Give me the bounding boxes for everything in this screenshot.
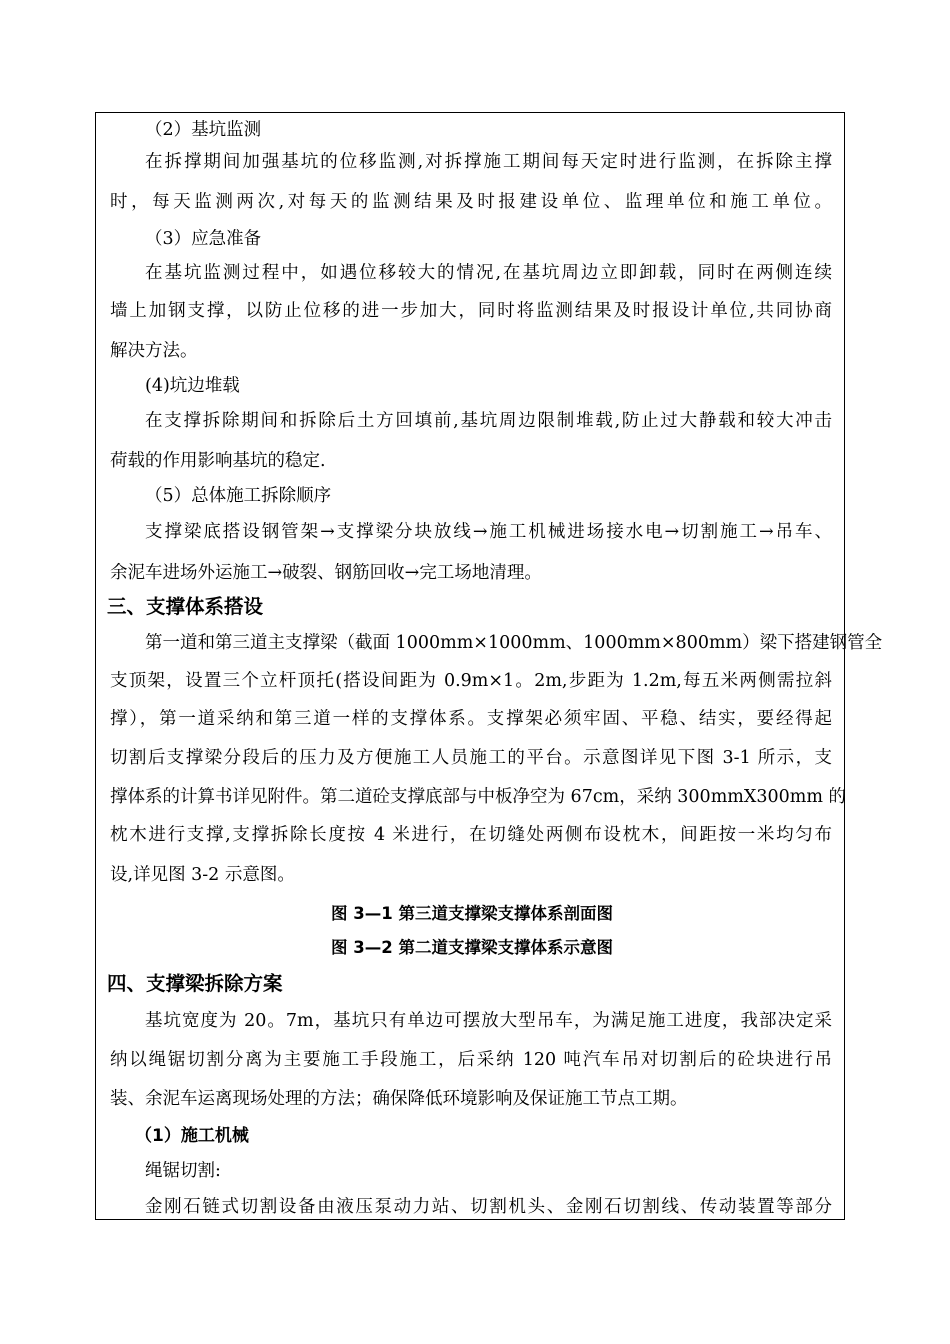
h3-para-line: 撑体系的计算书详见附件。第二道砼支撑底部与中板净空为 67cm，采纳 300mmX300mm 的: [110, 787, 846, 807]
s4-heading: (4)坑边堆载: [145, 376, 240, 396]
subheading-machinery: （1）施工机械: [135, 1126, 249, 1146]
figure-caption-3-1: 图 3—1 第三道支撑梁支撑体系剖面图: [331, 904, 613, 923]
s3-para-line: 在基坑监测过程中，如遇位移较大的情况,在基坑周边立即卸载，同时在两侧连续: [145, 263, 832, 283]
h3-para-line: 枕木进行支撑,支撑拆除长度按 4 米进行，在切缝处两侧布设枕木，间距按一米均匀布: [110, 825, 832, 845]
s2-heading: （2）基坑监测: [145, 120, 262, 140]
h4-para-line: 装、余泥车运离现场处理的方法；确保降低环境影响及保证施工节点工期。: [110, 1089, 688, 1109]
h3-para-line: 切割后支撑梁分段后的压力及方便施工人员施工的平台。示意图详见下图 3-1 所示，支: [110, 748, 832, 768]
s2-para-line: 时，每天监测两次,对每天的监测结果及时报建设单位、监理单位和施工单位。: [110, 192, 832, 212]
h3-para-line: 撑），第一道采纳和第三道一样的支撑体系。支撑架必须牢固、平稳、结实，要经得起: [110, 709, 832, 729]
h4-para-line: 基坑宽度为 20。7m，基坑只有单边可摆放大型吊车，为满足施工进度，我部决定采: [145, 1011, 832, 1031]
s2-para-line: 在拆撑期间加强基坑的位移监测,对拆撑施工期间每天定时进行监测，在拆除主撑: [145, 152, 832, 172]
s4-para-line: 在支撑拆除期间和拆除后土方回填前,基坑周边限制堆载,防止过大静载和较大冲击: [145, 411, 832, 431]
rope-saw-label: 绳锯切割:: [145, 1161, 221, 1181]
section-heading-4: 四、支撑梁拆除方案: [107, 972, 283, 995]
s5-heading: （5）总体施工拆除顺序: [145, 486, 332, 506]
h3-para-line: 支顶架，设置三个立杆顶托(搭设间距为 0.9m×1。2m,步距为 1.2m,每五米两侧需拉斜: [110, 671, 832, 691]
h3-para-line: 第一道和第三道主支撑梁（截面 1000mm×1000mm、1000mm×800mm）梁下搭建钢管全: [145, 633, 883, 653]
s3-para-line: 解决方法。: [110, 341, 198, 361]
figure-caption-3-2: 图 3—2 第二道支撑梁支撑体系示意图: [331, 938, 613, 957]
h3-para-line: 设,详见图 3-2 示意图。: [110, 865, 295, 885]
s5-para-line: 余泥车进场外运施工→破裂、钢筋回收→完工场地清理。: [110, 563, 542, 583]
section-heading-3: 三、支撑体系搭设: [107, 595, 264, 618]
s5-para-line: 支撑梁底搭设钢管架→支撑梁分块放线→施工机械进场接水电→切割施工→吊车、: [145, 522, 832, 542]
s4-para-line: 荷载的作用影响基坑的稳定.: [110, 451, 326, 471]
h4-last-line: 金刚石链式切割设备由液压泵动力站、切割机头、金刚石切割线、传动装置等部分: [145, 1197, 832, 1217]
s3-para-line: 墙上加钢支撑，以防止位移的进一步加大，同时将监测结果及时报设计单位,共同协商: [110, 301, 832, 321]
h4-para-line: 纳以绳锯切割分离为主要施工手段施工，后采纳 120 吨汽车吊对切割后的砼块进行吊: [110, 1050, 832, 1070]
s3-heading: （3）应急准备: [145, 229, 262, 249]
